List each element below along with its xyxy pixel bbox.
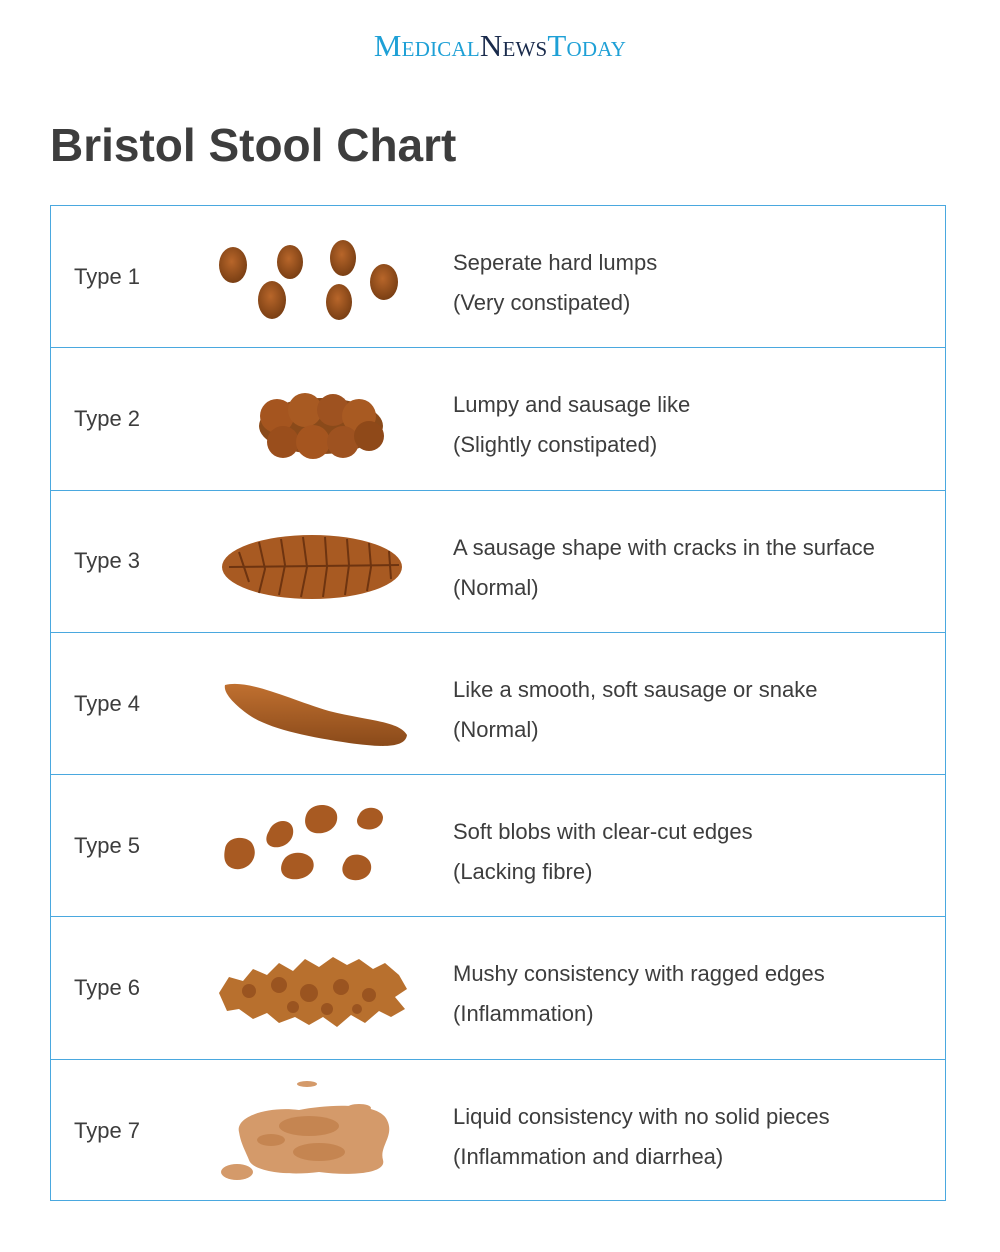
description-note: (Inflammation)	[453, 1001, 594, 1027]
chart-row-type-5	[51, 775, 945, 917]
page-title: Bristol Stool Chart	[50, 119, 457, 171]
type-label: Type 7	[74, 1117, 141, 1143]
description-note: (Lacking fibre)	[453, 859, 593, 885]
mushy-ragged-illustration	[209, 933, 419, 1043]
description-note: (Slightly constipated)	[453, 432, 658, 458]
chart-row-type-3	[51, 491, 945, 633]
soft-blobs-illustration	[209, 791, 419, 901]
chart-row-type-2	[51, 348, 945, 490]
description-note: (Very constipated)	[453, 290, 631, 315]
type-label: Type 1	[74, 263, 141, 289]
description-note: (Normal)	[453, 574, 539, 600]
description-note: (Inflammation and diarrhea)	[453, 1143, 724, 1169]
description-text: Lumpy and sausage like	[453, 392, 691, 418]
cracked-sausage-illustration	[209, 507, 419, 617]
type-label: Type 4	[74, 690, 141, 716]
description-text: A sausage shape with cracks in the surface	[453, 534, 875, 560]
description-text: Seperate hard lumps	[453, 250, 658, 275]
medical-news-today-logo: MEDICALNEWSTODAY	[373, 28, 627, 63]
description-text: Mushy consistency with ragged edges	[453, 961, 825, 987]
description-text: Like a smooth, soft sausage or snake	[453, 676, 818, 702]
lumpy-sausage-illustration	[209, 364, 419, 474]
type-label: Type 3	[74, 548, 141, 574]
chart-row-type-1	[51, 206, 945, 348]
separate-hard-lumps-illustration	[209, 222, 419, 332]
description-text: Liquid consistency with no solid pieces	[453, 1103, 830, 1129]
description-note: (Normal)	[453, 716, 539, 742]
chart-row-type-7	[51, 1060, 945, 1202]
chart-row-type-6	[51, 917, 945, 1059]
chart-row-type-4	[51, 633, 945, 775]
type-label: Type 2	[74, 405, 141, 431]
smooth-snake-illustration	[209, 649, 419, 759]
liquid-puddle-illustration	[209, 1076, 419, 1186]
type-label: Type 6	[74, 975, 141, 1001]
description-text: Soft blobs with clear-cut edges	[453, 819, 753, 845]
stool-chart-table	[50, 205, 946, 1201]
type-label: Type 5	[74, 832, 141, 858]
